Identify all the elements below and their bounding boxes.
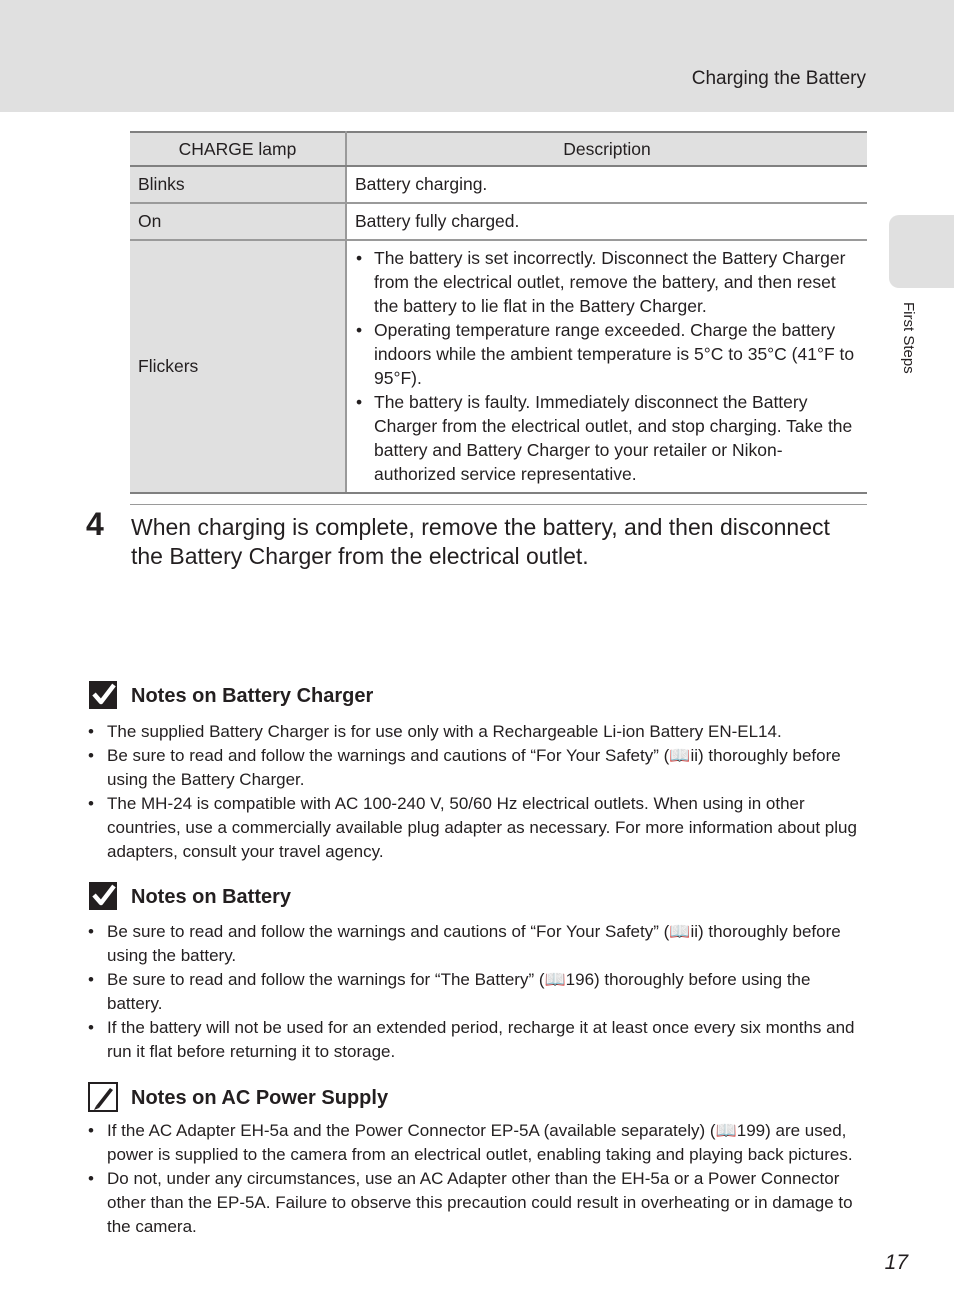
list-item: • The battery is faulty. Immediately disconnect the Battery Charger from the electrical outlet, and stop charging. Take the battery and Battery Charger to your retailer or Nikon-authorized service representative. [374,390,859,486]
notes-battery-charger-list [88,720,868,864]
list-item: • If the battery will not be used for an extended period, recharge it at least once every six months and run it flat before returning it to storage. [88,1016,868,1064]
table-row [130,203,867,240]
table-row [130,240,867,493]
description-cell: Battery charging. [346,166,867,203]
step-instruction: When charging is complete, remove the battery, and then disconnect the Battery Charger from the electrical outlet. [131,514,830,569]
caution-check-icon [88,680,118,710]
page-number: 17 [884,1251,908,1274]
lamp-state-cell: On [130,203,346,240]
book-reference-icon: 📖 [715,1121,737,1140]
list-item: • Be sure to read and follow the warnings and cautions of “For Your Safety” (📖ii) thoroughly before using the battery. [88,920,868,968]
description-cell [346,240,867,493]
lamp-state-cell: Flickers [130,240,346,493]
header-band [0,0,954,112]
list-item: • Do not, under any circumstances, use an AC Adapter other than the EH-5a or a Power Connector other than the EP-5A. Failure to observe this precaution could result in overheating or in damage to the camera. [88,1167,868,1239]
lamp-state-cell: Blinks [130,166,346,203]
table-row [130,166,867,203]
section-tab [889,215,954,288]
section-tab-label: First Steps [900,302,917,374]
notes-ac-power-list [88,1119,868,1239]
book-reference-icon: 📖 [669,746,691,765]
list-item: • Operating temperature range exceeded. Charge the battery indoors while the ambient temperature is 5°C to 35°C (41°F to 95°F). [374,318,859,390]
list-item: • Be sure to read and follow the warnings for “The Battery” (📖196) thoroughly before using the battery. [88,968,868,1016]
notes-battery-title: Notes on Battery [131,886,292,908]
page-header-title: Charging the Battery [691,68,866,89]
step-number: 4 [86,506,104,542]
column-header-description: Description [346,132,867,166]
notes-battery-list [88,920,868,1064]
charge-lamp-table [130,131,867,494]
book-reference-icon: 📖 [669,922,691,941]
list-item: • Be sure to read and follow the warnings and cautions of “For Your Safety” (📖ii) thoroughly before using the Battery Charger. [88,744,868,792]
notes-ac-power-title: Notes on AC Power Supply [131,1087,389,1109]
list-item: • The MH-24 is compatible with AC 100-240 V, 50/60 Hz electrical outlets. When using in other countries, use a commercially available plug adapter as necessary. For more information about plug adapters, consult your travel agency. [88,792,868,864]
list-item: • If the AC Adapter EH-5a and the Power Connector EP-5A (available separately) (📖199) are used, power is supplied to the camera from an electrical outlet, enabling taking and playing back pictures. [88,1119,868,1167]
table-header-row [130,132,867,166]
description-cell: Battery fully charged. [346,203,867,240]
caution-check-icon [88,881,118,911]
list-item: • The supplied Battery Charger is for use only with a Rechargeable Li-ion Battery EN-EL14. [88,720,868,744]
book-reference-icon: 📖 [544,970,566,989]
notes-battery-charger-title: Notes on Battery Charger [131,685,374,707]
column-header-charge-lamp: CHARGE lamp [130,132,346,166]
list-item: • The battery is set incorrectly. Disconnect the Battery Charger from the electrical outlet, remove the battery, and then reset the battery to lie flat in the Battery Charger. [374,246,859,318]
section-divider [130,504,867,505]
flickers-causes-list [355,246,859,486]
pencil-note-icon [88,1082,118,1112]
